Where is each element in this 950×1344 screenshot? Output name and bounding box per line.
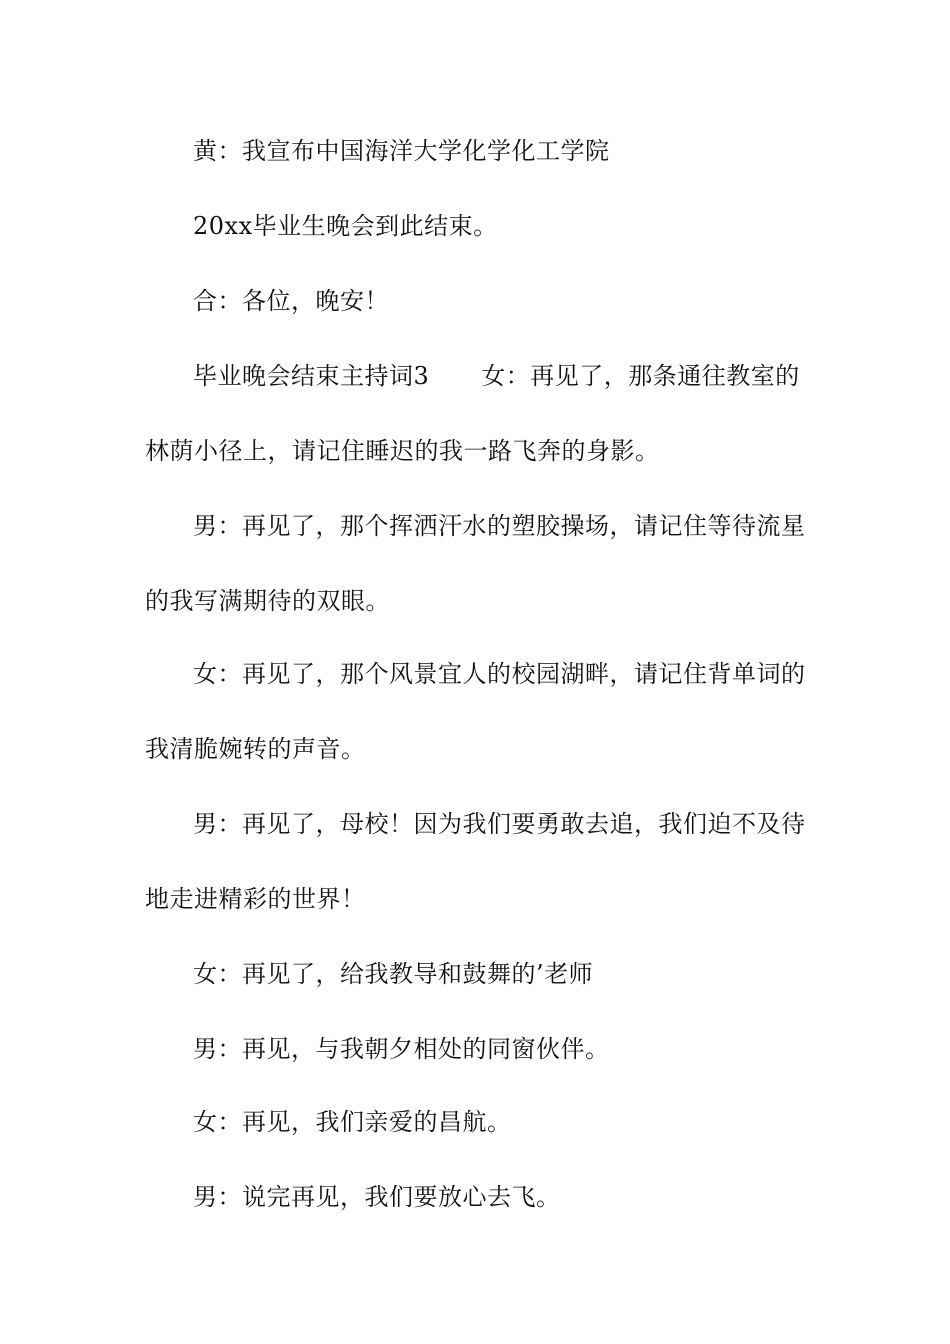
paragraph-line: 男：再见了，那个挥洒汗水的塑胶操场，请记住等待流星 [193,512,806,540]
paragraph-line: 黄：我宣布中国海洋大学化学化工学院 [193,137,610,165]
paragraph-text: 女：再见了，那条通往教室的 [481,362,800,390]
paragraph-line: 我清脆婉转的声音。 [145,735,366,763]
paragraph-line: 的我写满期待的双眼。 [145,587,390,615]
paragraph-line: 男：再见，与我朝夕相处的同窗伙伴。 [193,1035,610,1063]
paragraph-line: 20xx毕业生晚会到此结束。 [193,212,498,240]
paragraph-line [193,362,800,390]
section-title: 毕业晚会结束主持词3 [193,362,430,390]
paragraph-line: 合：各位，晚安！ [193,287,389,315]
paragraph-line: 女：再见了，给我教导和鼓舞的’老师 [193,960,594,988]
paragraph-line: 男：说完再见，我们要放心去飞。 [193,1183,561,1211]
paragraph-line: 女：再见了，那个风景宜人的校园湖畔，请记住背单词的 [193,660,806,688]
paragraph-line: 林荫小径上，请记住睡迟的我一路飞奔的身影。 [145,437,660,465]
paragraph-line: 男：再见了，母校！因为我们要勇敢去追，我们迫不及待 [193,810,806,838]
paragraph-line: 女：再见，我们亲爱的昌航。 [193,1108,512,1136]
paragraph-line: 地走进精彩的世界！ [145,885,366,913]
